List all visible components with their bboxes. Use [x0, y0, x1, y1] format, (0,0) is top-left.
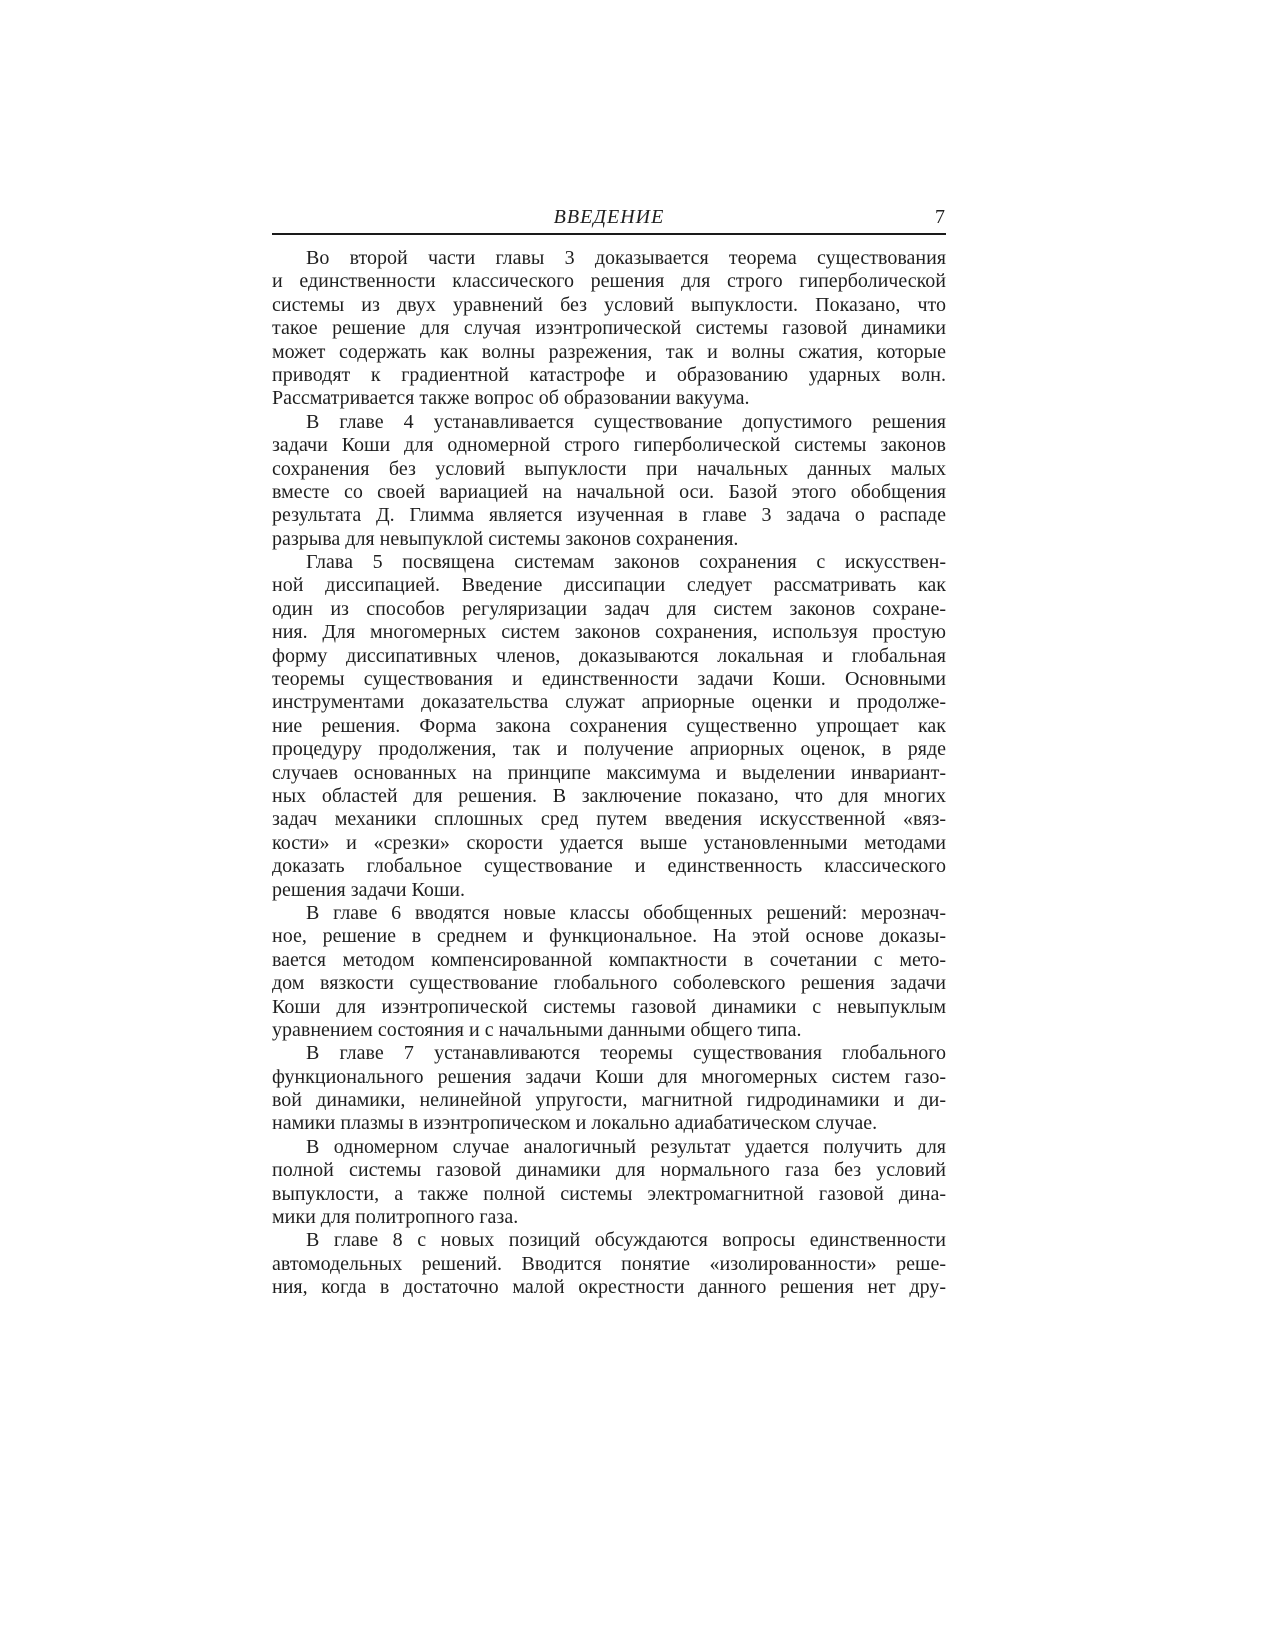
text-line: Глава 5 посвящена системам законов сохранения с искусствен-: [306, 551, 946, 574]
text-line: ния, когда в достаточно малой окрестности данного решения нет дру-: [272, 1276, 946, 1299]
text-line: автомодельных решений. Вводится понятие «изолированности» реше-: [272, 1252, 946, 1275]
page-number: 7: [935, 206, 945, 228]
text-line: такое решение для случая изэнтропической системы газовой динамики: [272, 317, 946, 340]
text-line: может содержать как волны разрежения, так и волны сжатия, которые: [272, 340, 946, 363]
text-line: разрыва для невыпуклой системы законов сохранения.: [272, 527, 739, 550]
running-head: [272, 205, 946, 235]
text-line: вместе со своей вариацией на начальной оси. Базой этого обобщения: [272, 480, 946, 503]
text-line: вается методом компенсированной компактности в сочетании с мето-: [272, 948, 946, 971]
text-line: вой динамики, нелинейной упругости, магнитной гидродинамики и ди-: [272, 1089, 946, 1112]
text-line: решения задачи Коши.: [272, 878, 465, 901]
text-line: ние решения. Форма закона сохранения существенно упрощает как: [272, 714, 946, 737]
text-line: приводят к градиентной катастрофе и образованию ударных волн.: [272, 363, 946, 386]
text-line: доказать глобальное существование и единственность классического: [272, 855, 946, 878]
page-body-text: [272, 247, 946, 1300]
text-line: системы из двух уравнений без условий выпуклости. Показано, что: [272, 293, 946, 316]
text-line: кости» и «срезки» скорости удается выше установленными методами: [272, 831, 946, 854]
text-line: В главе 4 устанавливается существование допустимого решения: [306, 410, 946, 433]
text-line: Коши для изэнтропической системы газовой динамики с невыпуклым: [272, 995, 946, 1018]
text-line: ных областей для решения. В заключение показано, что для многих: [272, 784, 946, 807]
text-line: результата Д. Глимма является изученная в главе 3 задача о распаде: [272, 504, 946, 527]
text-line: функционального решения задачи Коши для многомерных систем газо-: [272, 1065, 946, 1088]
text-block: [272, 205, 946, 1300]
text-line: случаев основанных на принципе максимума и выделении инвариант-: [272, 761, 946, 784]
text-line: выпуклости, а также полной системы электромагнитной газовой дина-: [272, 1182, 946, 1205]
text-line: намики плазмы в изэнтропическом и локально адиабатическом случае.: [272, 1112, 878, 1135]
text-line: теоремы существования и единственности задачи Коши. Основными: [272, 668, 946, 691]
text-line: один из способов регуляризации задач для систем законов сохране-: [272, 597, 946, 620]
text-line: задачи Коши для одномерной строго гиперболической системы законов: [272, 434, 946, 457]
text-line: В главе 7 устанавливаются теоремы существования глобального: [306, 1042, 946, 1065]
text-line: форму диссипативных членов, доказываются локальная и глобальная: [272, 644, 946, 667]
text-line: и единственности классического решения для строго гиперболической: [272, 270, 946, 293]
text-line: Во второй части главы 3 доказывается теорема существования: [306, 247, 946, 269]
text-line: В главе 6 вводятся новые классы обобщенных решений: мерознач-: [306, 901, 946, 924]
text-line: ное, решение в среднем и функциональное. На этой основе доказы-: [272, 925, 946, 948]
text-line: задач механики сплошных сред путем введения искусственной «вяз-: [272, 808, 946, 831]
running-head-title: ВВЕДЕНИЕ: [553, 206, 665, 228]
text-line: уравнением состояния и с начальными данными общего типа.: [272, 1018, 802, 1041]
text-line: процедуру продолжения, так и получение априорных оценок, в ряде: [272, 738, 946, 761]
text-line: В главе 8 с новых позиций обсуждаются вопросы единственности: [306, 1229, 946, 1252]
text-line: мики для политропного газа.: [272, 1206, 519, 1229]
text-line: ния. Для многомерных систем законов сохранения, используя простую: [272, 621, 946, 644]
text-line: ной диссипацией. Введение диссипации следует рассматривать как: [272, 574, 946, 597]
text-line: инструментами доказательства служат априорные оценки и продолже-: [272, 691, 946, 714]
text-line: дом вязкости существование глобального соболевского решения задачи: [272, 972, 946, 995]
text-line: сохранения без условий выпуклости при начальных данных малых: [272, 457, 946, 480]
text-line: В одномерном случае аналогичный результат удается получить для: [306, 1135, 946, 1158]
text-line: полной системы газовой динамики для нормального газа без условий: [272, 1159, 946, 1182]
text-line: Рассматривается также вопрос об образовании вакуума.: [272, 387, 750, 410]
